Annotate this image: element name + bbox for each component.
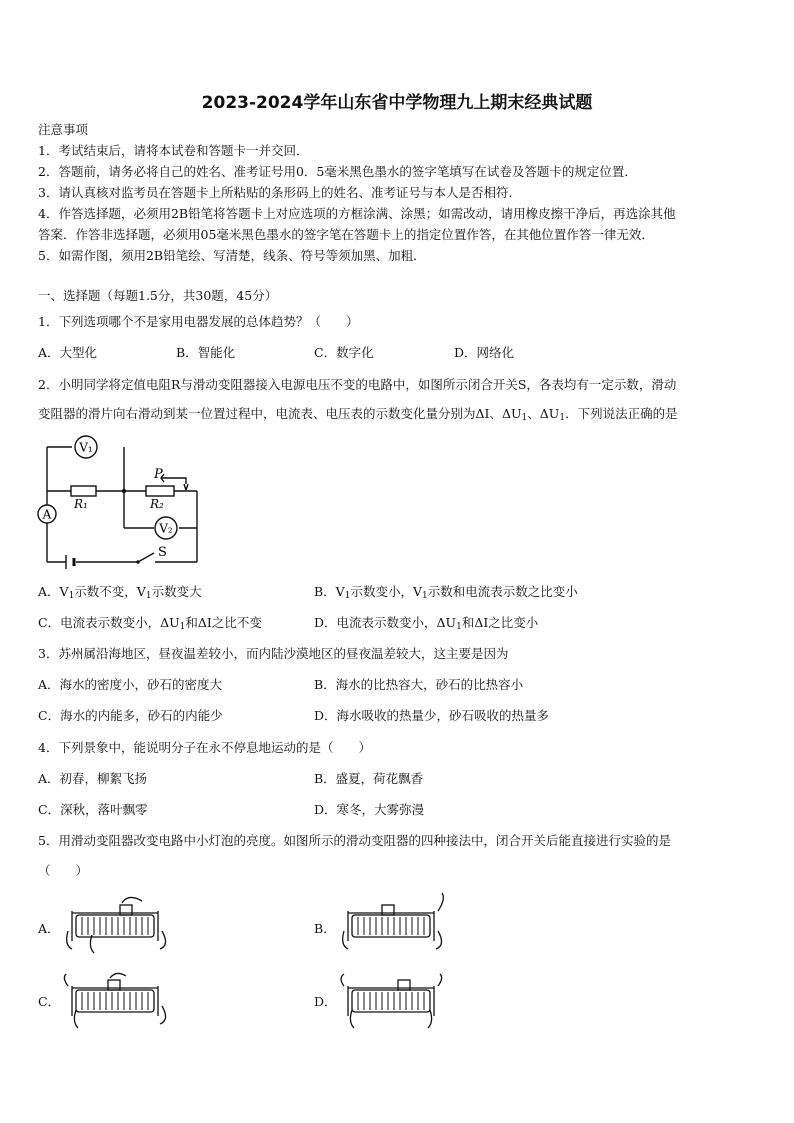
q2-circuit-diagram bbox=[34, 434, 204, 574]
q1-option-d: D．网络化 bbox=[454, 345, 515, 360]
switch-pivot bbox=[136, 560, 140, 564]
q2-stem-line2 bbox=[38, 406, 678, 426]
q4-option-a: A．初春，柳絮飞扬 bbox=[38, 771, 148, 786]
option-text: A．V bbox=[38, 584, 69, 599]
resistor-r2 bbox=[146, 486, 174, 496]
q5-option-d-label: D． bbox=[314, 994, 337, 1009]
option-text: 和ΔI之比变小 bbox=[461, 615, 539, 630]
q5-stem: 5．用滑动变阻器改变电路中小灯泡的亮度。如图所示的滑动变阻器的四种接法中，闭合开关后能直接进行实验的是 bbox=[38, 833, 671, 848]
notice-item: 4．作答选择题，必须用2B铅笔将答题卡上对应选项的方框涂满、涂黑；如需改动，请用橡皮擦干净后，再选涂其他 bbox=[38, 206, 676, 221]
q3-option-d: D．海水吸收的热量少，砂石吸收的热量多 bbox=[314, 708, 550, 723]
option-text: 示数变小，V bbox=[350, 584, 422, 599]
coil-turns bbox=[358, 992, 424, 1010]
exam-title: 2023-2024学年山东省中学物理九上期末经典试题 bbox=[201, 93, 593, 113]
q2-stem-line1: 2．小明同学将定值电阻R与滑动变阻器接入电源电压不变的电路中，如图所示闭合开关S，各表均有一定示数，滑动 bbox=[38, 377, 677, 392]
notice-item: 3．请认真核对监考员在答题卡上所粘贴的条形码上的姓名、准考证号与本人是否相符． bbox=[38, 185, 521, 200]
q4-option-b: B．盛夏，荷花飘香 bbox=[314, 771, 424, 786]
q5-option-b-label: B． bbox=[314, 921, 336, 936]
notice-item: 2．答题前，请务必将自己的姓名、准考证号用0．5毫米黑色墨水的签字笔填写在试卷及答题卡的规定位置． bbox=[38, 164, 637, 179]
rheostat-a-image bbox=[62, 897, 172, 955]
q2-option-d bbox=[314, 615, 538, 635]
q5-stem-paren: （ ） bbox=[38, 863, 89, 878]
q3-stem: 3．苏州属沿海地区，昼夜温差较小，而内陆沙漠地区的昼夜温差较大，这主要是因为 bbox=[38, 646, 509, 661]
q3-option-a: A．海水的密度小，砂石的密度大 bbox=[38, 677, 223, 692]
notice-heading: 注意事项 bbox=[38, 122, 89, 137]
section-heading: 一、选择题（每题1.5分，共30题，45分） bbox=[38, 288, 278, 303]
q5-option-c-label: C． bbox=[38, 994, 61, 1009]
option-text: B．V bbox=[314, 584, 345, 599]
q2-stem-text: 变阻器的滑片向右滑动到某一位置过程中，电流表、电压表的示数变化量分别为ΔI、ΔU bbox=[38, 406, 522, 421]
option-text: 示数不变，V bbox=[74, 584, 146, 599]
subscript: 1 bbox=[421, 591, 428, 601]
subscript: 1 bbox=[344, 591, 351, 601]
q4-option-c: C．深秋，落叶飘零 bbox=[38, 802, 148, 817]
q5-option-a-label: A． bbox=[38, 921, 60, 936]
switch-label: S bbox=[158, 545, 167, 560]
r2-label: R₂ bbox=[150, 497, 164, 511]
coil-turns bbox=[82, 992, 148, 1010]
rheostat-c-image bbox=[62, 972, 172, 1030]
subscript: 1 bbox=[521, 413, 528, 423]
ammeter-label: A bbox=[42, 507, 52, 522]
subscript: 1 bbox=[68, 591, 75, 601]
v1-label: V₁ bbox=[79, 440, 93, 455]
subscript: 1 bbox=[145, 591, 152, 601]
q3-option-c: C．海水的内能多，砂石的内能少 bbox=[38, 708, 223, 723]
q2-stem-text: 、ΔU bbox=[527, 406, 560, 421]
q1-option-c: C．数字化 bbox=[314, 345, 374, 360]
notice-item: 1．考试结束后，请将本试卷和答题卡一并交回． bbox=[38, 143, 309, 158]
option-text: 和ΔI之比不变 bbox=[185, 615, 262, 630]
q2-stem-text: ．下列说法正确的是 bbox=[565, 406, 678, 421]
coil-turns bbox=[82, 917, 148, 935]
r1-label: R₁ bbox=[74, 497, 88, 511]
junction-dot bbox=[122, 489, 126, 493]
q3-option-b: B．海水的比热容大，砂石的比热容小 bbox=[314, 677, 524, 692]
slider-label: P bbox=[154, 467, 163, 482]
subscript: 1 bbox=[179, 622, 186, 632]
q2-option-a bbox=[38, 584, 202, 604]
q1-option-b: B．智能化 bbox=[176, 345, 236, 360]
q2-option-b bbox=[314, 584, 578, 604]
subscript: 1 bbox=[559, 413, 566, 423]
subscript: 1 bbox=[456, 622, 462, 632]
coil-turns bbox=[358, 917, 424, 935]
rheostat-d-image bbox=[338, 972, 448, 1030]
option-text: 示数变大 bbox=[151, 584, 202, 599]
rheostat-b-image bbox=[338, 897, 448, 955]
q1-stem: 1．下列选项哪个不是家用电器发展的总体趋势？（ ） bbox=[38, 314, 359, 329]
v2-label: V₂ bbox=[159, 521, 173, 536]
option-text: D．电流表示数变小，ΔU bbox=[314, 615, 457, 630]
option-text: C．电流表示数变小，ΔU bbox=[38, 615, 180, 630]
notice-item: 5．如需作图，须用2B铅笔绘、写清楚，线条、符号等须加黑、加粗． bbox=[38, 248, 426, 263]
q4-option-d: D．寒冬，大雾弥漫 bbox=[314, 802, 425, 817]
notice-item: 答案．作答非选择题，必须用05毫米黑色墨水的签字笔在答题卡上的指定位置作答，在其他位置作答一律无效． bbox=[38, 227, 654, 242]
q2-option-c bbox=[38, 615, 262, 635]
q1-option-a: A．大型化 bbox=[38, 345, 98, 360]
q4-stem: 4．下列景象中，能说明分子在永不停息地运动的是（ ） bbox=[38, 740, 371, 755]
resistor-r1 bbox=[71, 486, 96, 496]
option-text: 示数和电流表示数之比变小 bbox=[427, 584, 578, 599]
